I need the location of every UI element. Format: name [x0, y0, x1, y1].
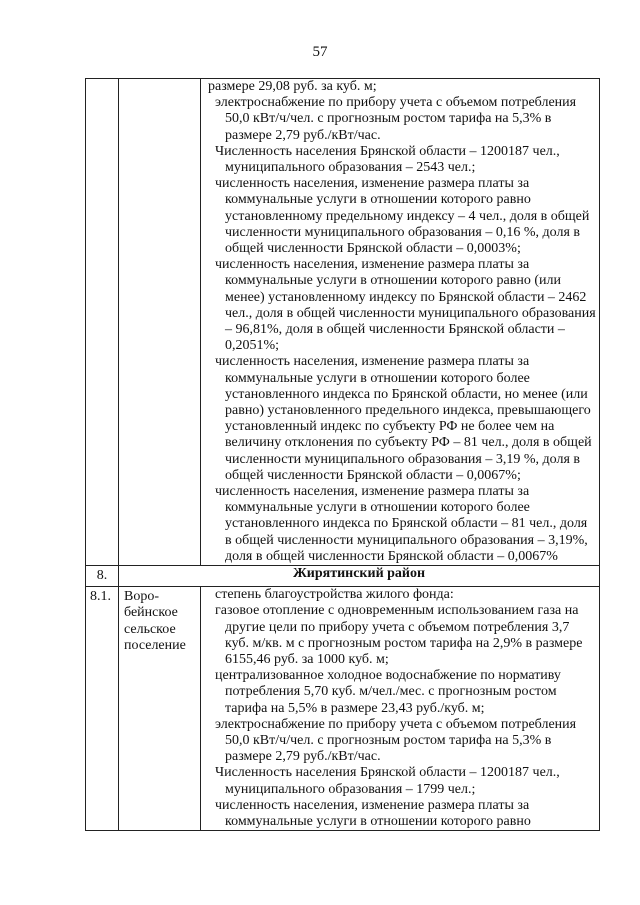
settlement-paragraphs [201, 587, 599, 830]
settlement-name-line: сельское [124, 621, 176, 637]
settlement-paragraph: Численность населения Брянской области – 1200187 чел., муниципального образования – 1799 чел.; [215, 765, 560, 797]
settlement-name-lines [124, 589, 200, 654]
continuation-paragraph: численность населения, изменение размера платы за коммунальные услуги в отношении которого более установленного индекса по Брянской области – 81 чел., доля в общей численности муниципального образования – 3,19%, доля в общей численности Брянской области – 0,0067% [215, 484, 588, 564]
continuation-paragraph: численность населения, изменение размера платы за коммунальные услуги в отношении которого равно (или менее) установленному индексу по Брянской области – 2462 чел., доля в общей численности муниципального образования – 96,81%, доля в общей численности Брянской области – 0,2051%; [215, 257, 596, 354]
continuation-row [86, 79, 600, 566]
settlements-table [85, 78, 600, 831]
settlement-name-line: поселение [124, 637, 186, 653]
settlement-paragraph: численность населения, изменение размера платы за коммунальные услуги в отношении которого равно [215, 797, 531, 829]
page-number: 57 [312, 44, 328, 60]
continuation-paragraph: численность населения, изменение размера платы за коммунальные услуги в отношении которого более установленного индекса по Брянской области, но менее (или равно) установленного предельного индекса, превышающего установленный индекс по субъекту РФ не более чем на величину отклонения по субъекту РФ – 81 чел., доля в общей численности муниципального образования – 3,19 %, доля в общей численности Брянской области – 0,0067%; [215, 354, 592, 483]
continuation-paragraph: электроснабжение по прибору учета с объемом потребления 50,0 кВт/ч/чел. с прогнозным ростом тарифа на 5,3% в размере 2,79 руб./кВт/час. [215, 95, 577, 143]
settlement-paragraph: степень благоустройства жилого фонда: [215, 587, 454, 603]
settlement-paragraph: газовое отопление с одновременным использованием газа на другие цели по прибору учета с объемом потребления 3,7 куб. м/кв. м с прогнозным ростом тарифа на 2,9% в размере 6155,46 руб. за 1000 куб. м; [215, 603, 583, 667]
continuation-name-cell [119, 79, 201, 566]
continuation-paragraph: размере 29,08 руб. за куб. м; [208, 79, 377, 94]
continuation-paragraph: Численность населения Брянской области – 1200187 чел., муниципального образования – 2543 чел.; [215, 143, 560, 176]
continuation-paragraphs [201, 79, 599, 565]
settlement-name-line: бейнское [124, 605, 178, 621]
settlement-name [119, 587, 201, 831]
continuation-paragraph: численность населения, изменение размера платы за коммунальные услуги в отношении которого равно установленному предельному индексу – 4 чел., доля в общей численности муниципального образования – 0,16 %, доля в общей численности Брянской области – 0,0003%; [215, 176, 590, 257]
settlement-paragraph: электроснабжение по прибору учета с объемом потребления 50,0 кВт/ч/чел. с прогнозным ростом тарифа на 5,3% в размере 2,79 руб./кВт/час. [215, 716, 577, 765]
district-title: Жирятинский район [119, 566, 600, 587]
continuation-text-cell [201, 79, 600, 566]
settlement-number: 8.1. [86, 587, 119, 831]
settlement-name-line: Воро- [124, 589, 159, 605]
district-number: 8. [86, 566, 119, 587]
settlement-text-cell [201, 587, 600, 831]
continuation-number-cell [86, 79, 119, 566]
settlement-row [86, 587, 600, 831]
district-row [86, 566, 600, 587]
settlement-paragraph: централизованное холодное водоснабжение по нормативу потребления 5,70 куб. м/чел./мес. с прогнозным ростом тарифа на 5,5% в размере 23,43 руб./куб. м; [215, 668, 561, 716]
